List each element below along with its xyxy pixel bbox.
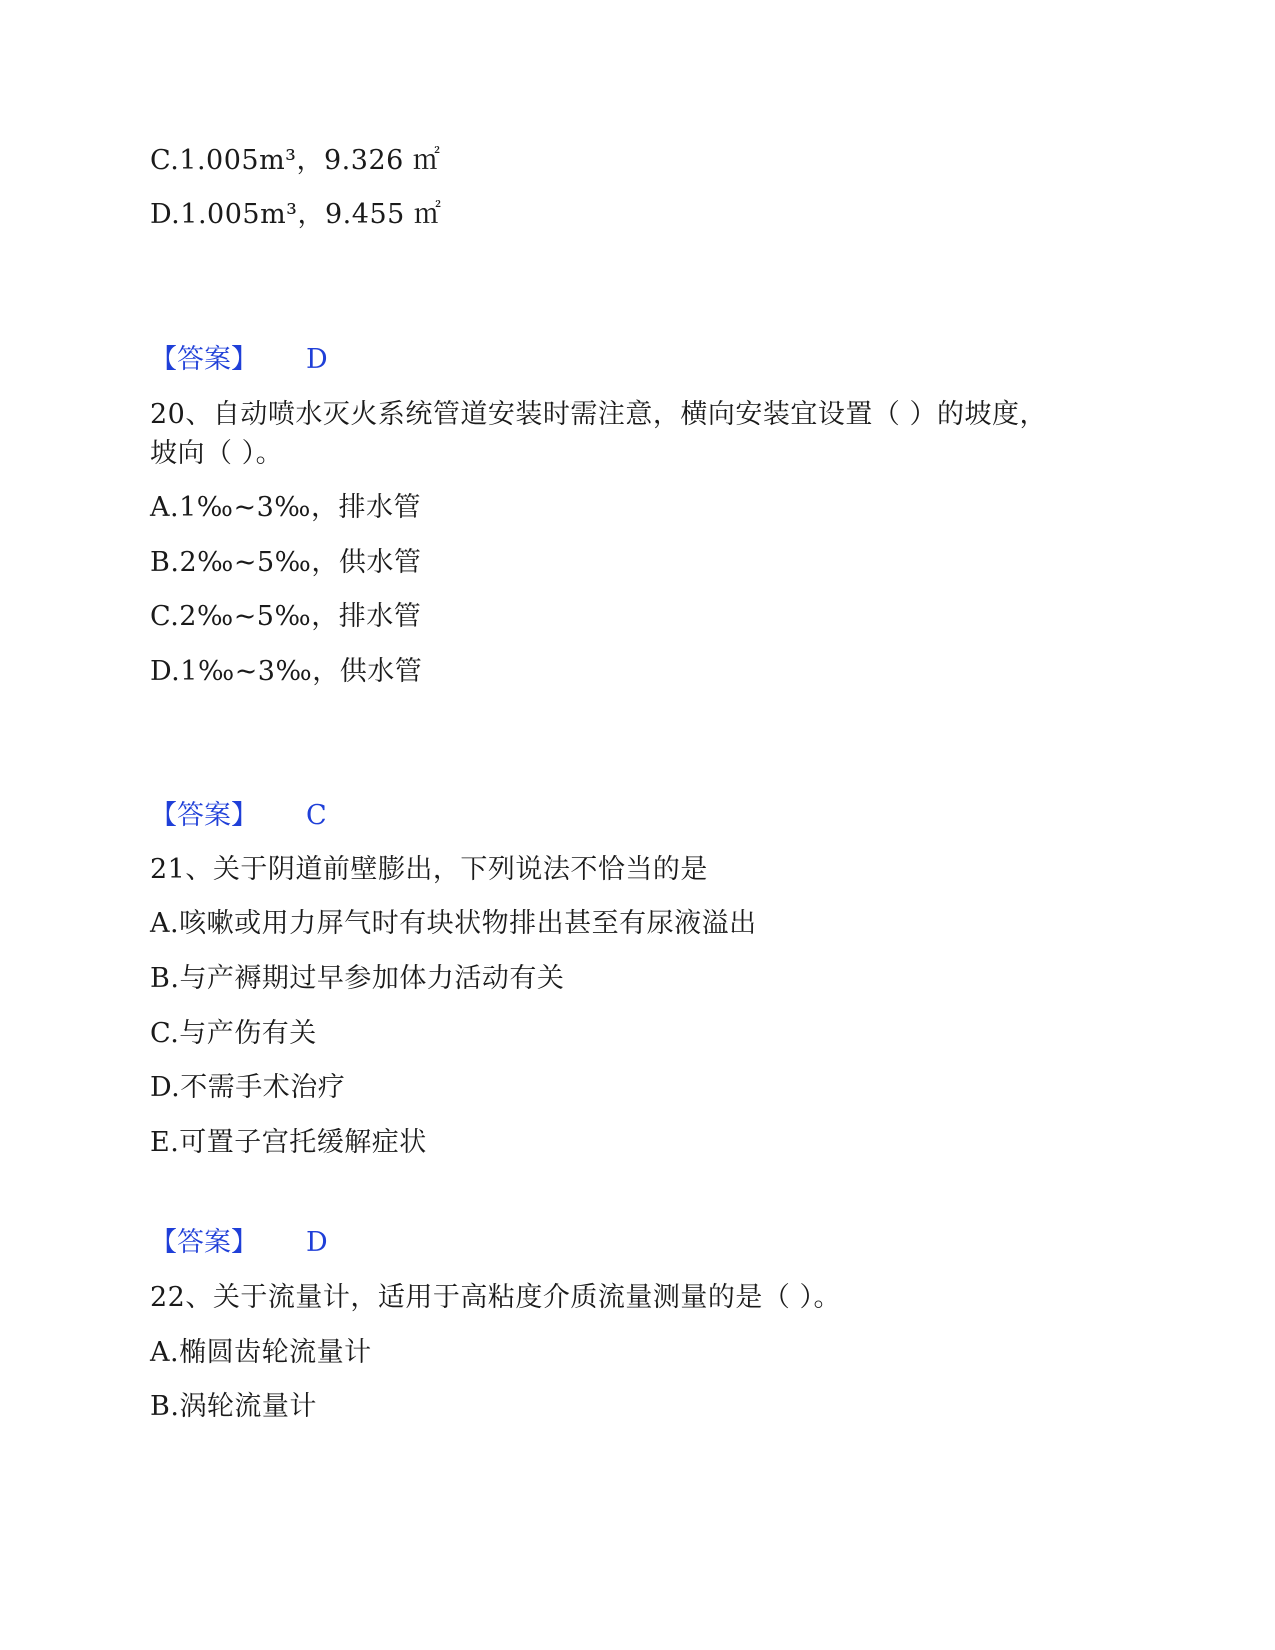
q21-option-c xyxy=(150,1016,317,1052)
q20-stem-line1: 20、自动喷水灭火系统管道安装时需注意，横向安装宜设置（ ）的坡度， xyxy=(150,399,1047,430)
q19-answer xyxy=(150,342,328,378)
q21-option-e xyxy=(150,1125,427,1161)
option-text: 与产褥期过早参加体力活动有关 xyxy=(179,963,565,994)
q22-option-b xyxy=(150,1389,317,1425)
option-text: 1.005m³，9.455 ㎡ xyxy=(180,199,442,230)
q20-stem-line2: 坡向（ ）。 xyxy=(150,438,284,469)
option-text: 不需手术治疗 xyxy=(180,1072,346,1103)
answer-value: D xyxy=(306,1227,328,1258)
answer-label: 【答案】 xyxy=(150,344,258,375)
option-text: 1‰~3‰，供水管 xyxy=(180,656,423,687)
q20-option-d xyxy=(150,654,422,690)
option-letter: A. xyxy=(150,1337,180,1368)
option-letter: B. xyxy=(150,1391,180,1422)
q22-option-a xyxy=(150,1335,372,1371)
q21-option-d xyxy=(150,1070,345,1106)
option-letter: A. xyxy=(150,492,180,523)
option-text: 涡轮流量计 xyxy=(179,1391,317,1422)
q19-option-d xyxy=(150,197,441,233)
option-text: 可置子宫托缓解症状 xyxy=(179,1127,427,1158)
option-letter: D. xyxy=(150,1072,181,1103)
option-text: 1.005m³，9.326 ㎡ xyxy=(179,145,441,176)
q20-option-a xyxy=(150,490,421,526)
option-letter: C. xyxy=(150,145,180,176)
q21-answer xyxy=(150,1225,328,1261)
q20-answer xyxy=(150,798,327,834)
option-letter: C. xyxy=(150,601,180,632)
option-letter: C. xyxy=(150,1018,180,1049)
option-text: 1‰~3‰，排水管 xyxy=(179,492,422,523)
answer-value: D xyxy=(306,344,328,375)
q21-option-b xyxy=(150,961,564,997)
option-letter: B. xyxy=(150,963,180,994)
answer-label: 【答案】 xyxy=(150,800,258,831)
q20-option-b xyxy=(150,545,421,581)
option-letter: B. xyxy=(150,547,180,578)
answer-label: 【答案】 xyxy=(150,1227,258,1258)
q21-stem: 21、关于阴道前壁膨出，下列说法不恰当的是 xyxy=(150,854,708,885)
q22-stem: 22、关于流量计，适用于高粘度介质流量测量的是（ ）。 xyxy=(150,1282,841,1313)
option-text: 2‰~5‰，供水管 xyxy=(179,547,422,578)
option-text: 咳嗽或用力屏气时有块状物排出甚至有尿液溢出 xyxy=(179,908,757,939)
q20-option-c xyxy=(150,599,421,635)
option-text: 椭圆齿轮流量计 xyxy=(179,1337,372,1368)
option-letter: A. xyxy=(150,908,180,939)
q21-option-a xyxy=(150,906,757,942)
option-text: 2‰~5‰，排水管 xyxy=(179,601,422,632)
q19-option-c xyxy=(150,143,440,179)
option-letter: E. xyxy=(150,1127,180,1158)
answer-value: C xyxy=(306,800,327,831)
option-text: 与产伤有关 xyxy=(179,1018,317,1049)
option-letter: D. xyxy=(150,656,181,687)
option-letter: D. xyxy=(150,199,181,230)
